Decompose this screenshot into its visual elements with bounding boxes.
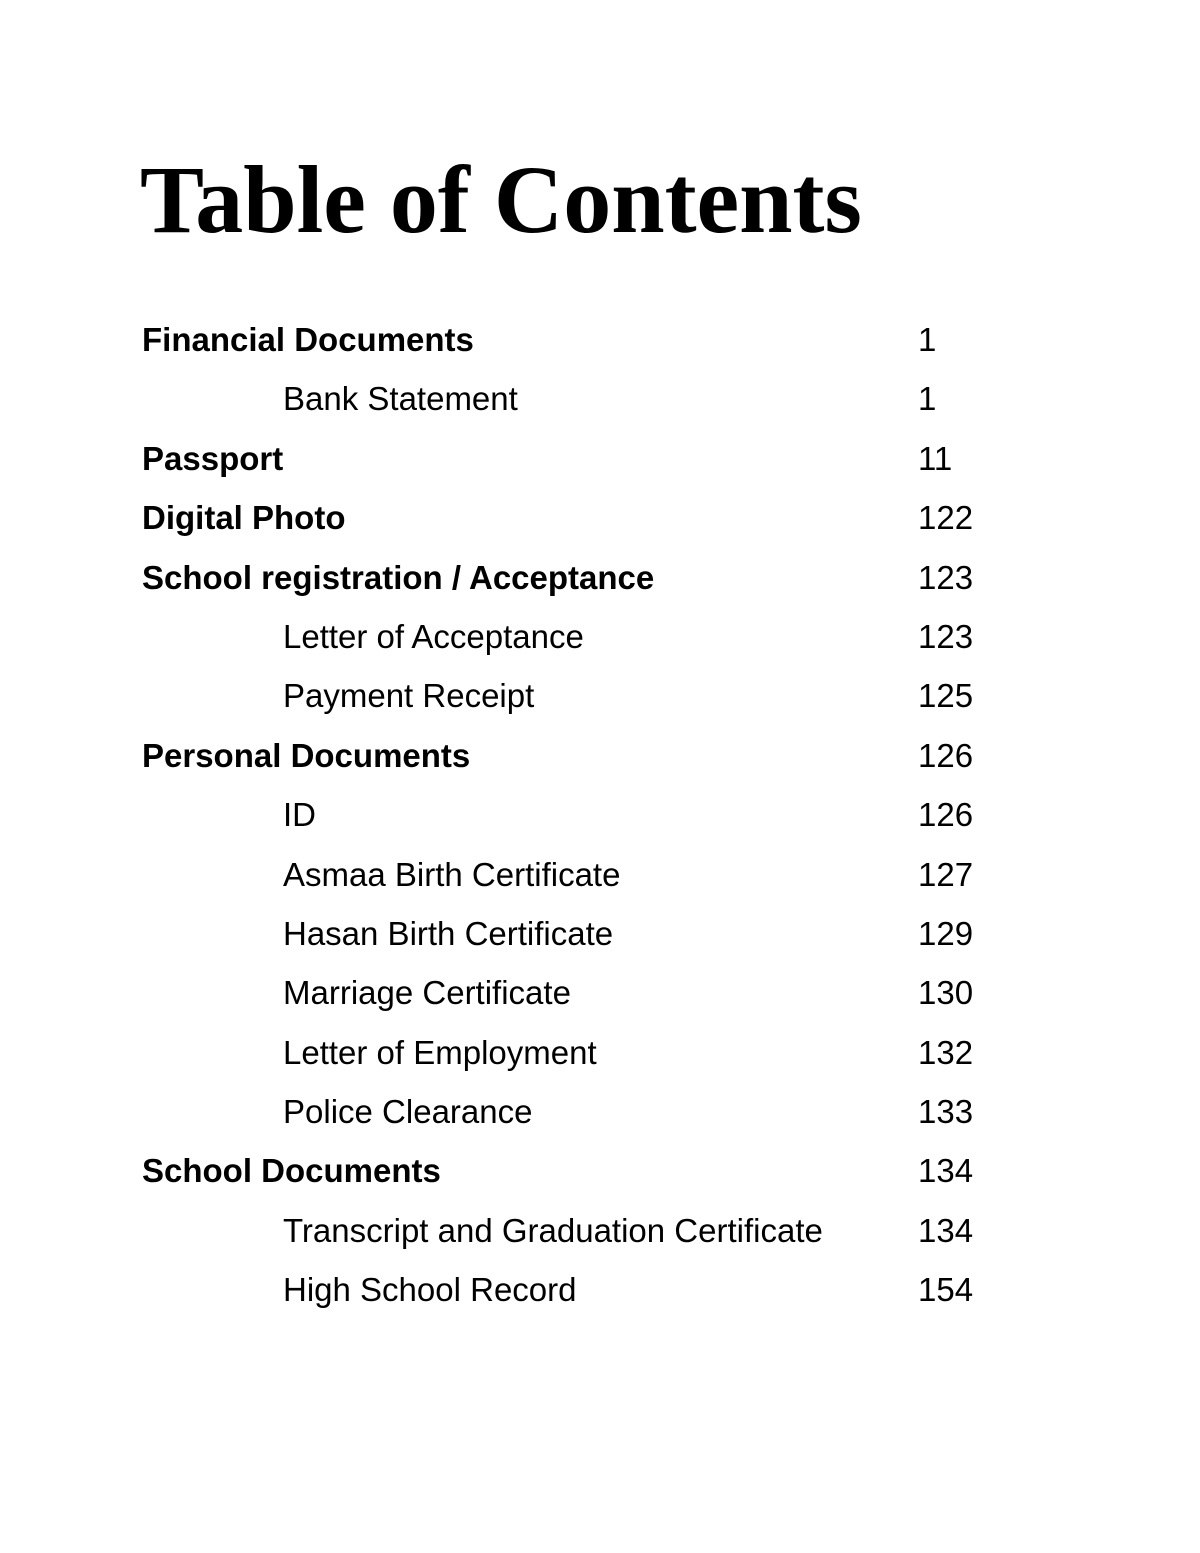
toc-entry-label: School Documents: [142, 1152, 441, 1190]
toc-entry-page-number: 126: [918, 736, 974, 774]
toc-entry[interactable]: [0, 548, 1200, 607]
toc-entry-page-number: 134: [918, 1152, 974, 1190]
toc-subentry-page-number: 154: [918, 1271, 974, 1309]
toc-subentry-page-number: 132: [918, 1033, 974, 1071]
toc-subentry-page-number: 123: [918, 617, 974, 655]
toc-subentry[interactable]: [0, 369, 1200, 428]
toc-entry[interactable]: [0, 310, 1200, 369]
toc-subentry[interactable]: [0, 1023, 1200, 1082]
toc-subentry-page-number: 134: [918, 1211, 974, 1249]
toc-subentry-page-number: 130: [918, 974, 974, 1012]
toc-subentry-label: Hasan Birth Certificate: [283, 914, 614, 952]
toc-subentry-label: Letter of Acceptance: [283, 617, 584, 655]
toc-subentry[interactable]: [0, 1201, 1200, 1260]
toc-subentry[interactable]: [0, 666, 1200, 725]
page-title: Table of Contents: [140, 146, 862, 253]
toc-subentry[interactable]: [0, 963, 1200, 1022]
toc-entry-label: Digital Photo: [142, 499, 346, 537]
toc-subentry[interactable]: [0, 845, 1200, 904]
toc-subentry[interactable]: [0, 1260, 1200, 1319]
toc-entry[interactable]: [0, 488, 1200, 547]
table-of-contents: [0, 310, 1200, 1320]
toc-entry[interactable]: [0, 1141, 1200, 1200]
toc-entry[interactable]: [0, 429, 1200, 488]
toc-subentry-page-number: 133: [918, 1093, 974, 1131]
toc-subentry[interactable]: [0, 785, 1200, 844]
toc-entry-page-number: 123: [918, 558, 974, 596]
toc-entry-label: Passport: [142, 439, 284, 477]
toc-entry[interactable]: [0, 726, 1200, 785]
toc-subentry[interactable]: [0, 607, 1200, 666]
toc-subentry-label: Asmaa Birth Certificate: [283, 855, 621, 893]
toc-subentry-page-number: 127: [918, 855, 974, 893]
toc-subentry-label: Letter of Employment: [283, 1033, 597, 1071]
toc-entry-label: Financial Documents: [142, 321, 474, 358]
toc-entry-page-number: 11: [918, 439, 953, 477]
toc-entry-label: Personal Documents: [142, 736, 471, 774]
toc-subentry-label: High School Record: [283, 1271, 577, 1309]
toc-subentry-label: Bank Statement: [283, 380, 518, 418]
toc-entry-page-number: 1: [918, 321, 937, 358]
toc-subentry-label: Police Clearance: [283, 1093, 533, 1131]
toc-subentry-label: Transcript and Graduation Certificate: [283, 1211, 823, 1249]
toc-subentry-page-number: 125: [918, 677, 974, 715]
toc-subentry-page-number: 126: [918, 796, 974, 834]
toc-subentry-label: Marriage Certificate: [283, 974, 571, 1012]
toc-subentry-label: ID: [283, 796, 316, 834]
toc-subentry-page-number: 129: [918, 914, 974, 952]
toc-subentry-label: Payment Receipt: [283, 677, 535, 715]
toc-entry-label: School registration / Acceptance: [142, 558, 655, 596]
toc-subentry-page-number: 1: [918, 380, 937, 418]
toc-entry-page-number: 122: [918, 499, 974, 537]
toc-subentry[interactable]: [0, 1082, 1200, 1141]
toc-subentry[interactable]: [0, 904, 1200, 963]
